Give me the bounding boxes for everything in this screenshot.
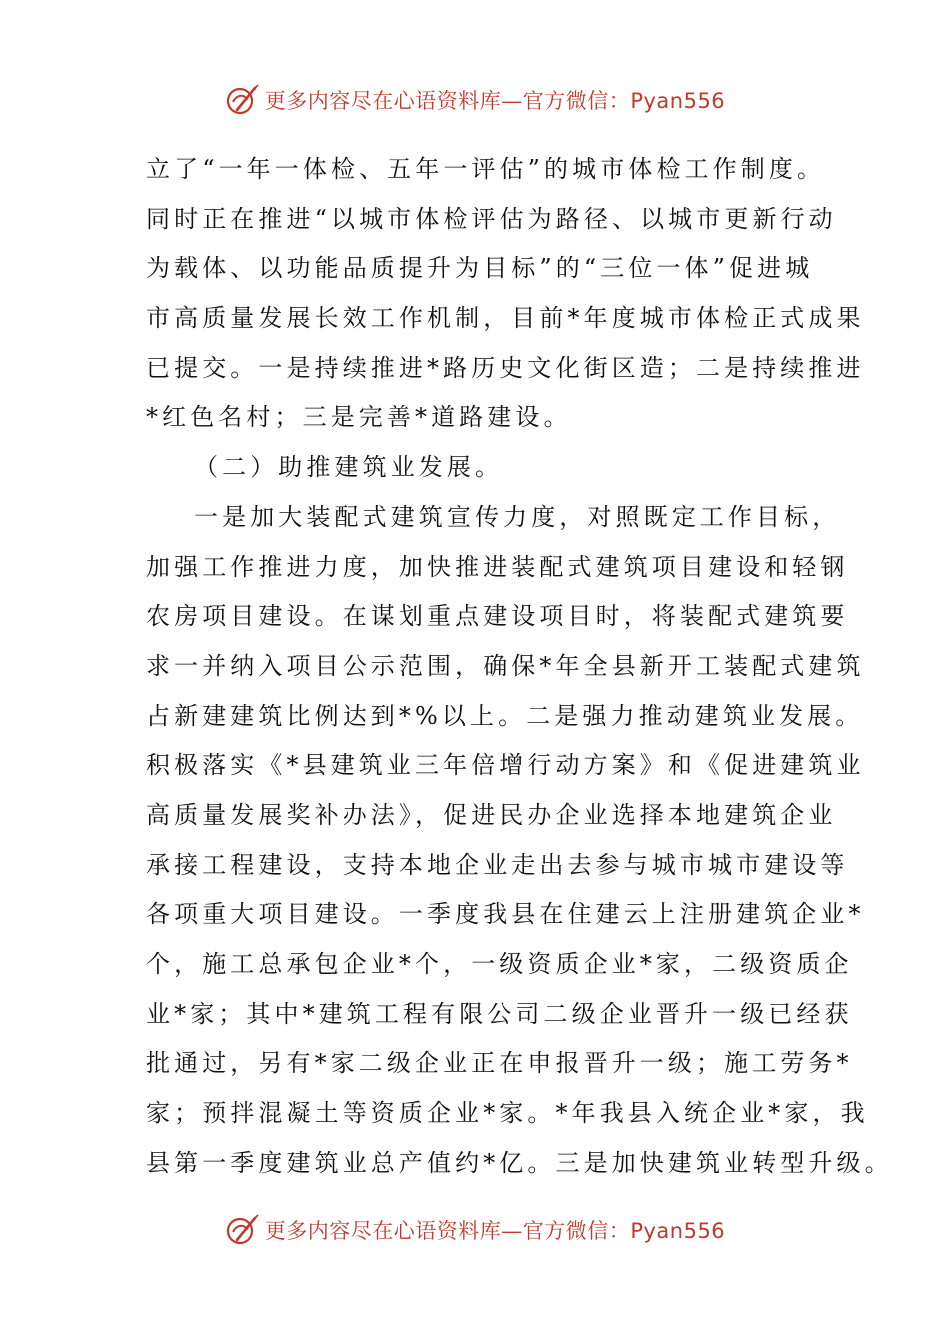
watermark-text: 更多内容尽在心语资料库—官方微信：Pyan556	[264, 89, 726, 113]
text-line: 加强工作推进力度，加快推进装配式建筑项目建设和轻钢	[146, 552, 849, 581]
text-line: 占新建建筑比例达到*%以上。二是强力推动建筑业发展。	[146, 701, 864, 730]
text-line: 同时正在推进“以城市体检评估为路径、以城市更新行动	[146, 204, 837, 233]
pen-swirl-logo-icon	[225, 1212, 261, 1248]
text-line: 个，施工总承包企业*个，一级资质企业*家，二级资质企	[146, 950, 853, 978]
text-line: 市高质量发展长效工作机制，目前*年度城市体检正式成果	[146, 304, 865, 333]
text-line: 高质量发展奖补办法》，促进民办企业选择本地建筑企业	[146, 800, 837, 829]
text-line: *红色名村；三是完善*道路建设。	[146, 403, 572, 432]
text-line: 已提交。一是持续推进*路历史文化街区造；二是持续推进	[146, 353, 865, 382]
text-line: 求一并纳入项目公示范围，确保*年全县新开工装配式建筑	[146, 651, 865, 680]
text-line: 立了“一年一体检、五年一评估”的城市体检工作制度。	[146, 155, 826, 183]
text-line: 为载体、以功能品质提升为目标”的“三位一体”促进城	[146, 254, 814, 283]
text-line: 农房项目建设。在谋划重点建设项目时，将装配式建筑要	[146, 602, 849, 631]
text-line: 承接工程建设，支持本地企业走出去参与城市城市建设等	[146, 850, 849, 879]
footer-watermark	[0, 1210, 950, 1250]
text-line: 家；预拌混凝土等资质企业*家。*年我县入统企业*家，我	[146, 1099, 869, 1128]
section-heading: （二）助推建筑业发展。	[194, 453, 504, 482]
text-line: 批通过，另有*家二级企业正在申报晋升一级；施工劳务*	[146, 1049, 853, 1078]
pen-swirl-logo-icon	[225, 82, 261, 118]
text-line: 县第一季度建筑业总产值约*亿。三是加快建筑业转型升级。	[146, 1148, 893, 1177]
document-body	[146, 145, 893, 1188]
text-line: 积极落实《*县建筑业三年倍增行动方案》和《促进建筑业	[146, 751, 865, 780]
watermark-text: 更多内容尽在心语资料库—官方微信：Pyan556	[264, 1219, 726, 1243]
text-line: 业*家；其中*建筑工程有限公司二级企业晋升一级已经获	[146, 999, 853, 1028]
text-line: 各项重大项目建设。一季度我县在住建云上注册建筑企业*	[146, 900, 865, 929]
text-line: 一是加大装配式建筑宣传力度，对照既定工作目标，	[194, 502, 841, 531]
header-watermark	[0, 80, 950, 120]
